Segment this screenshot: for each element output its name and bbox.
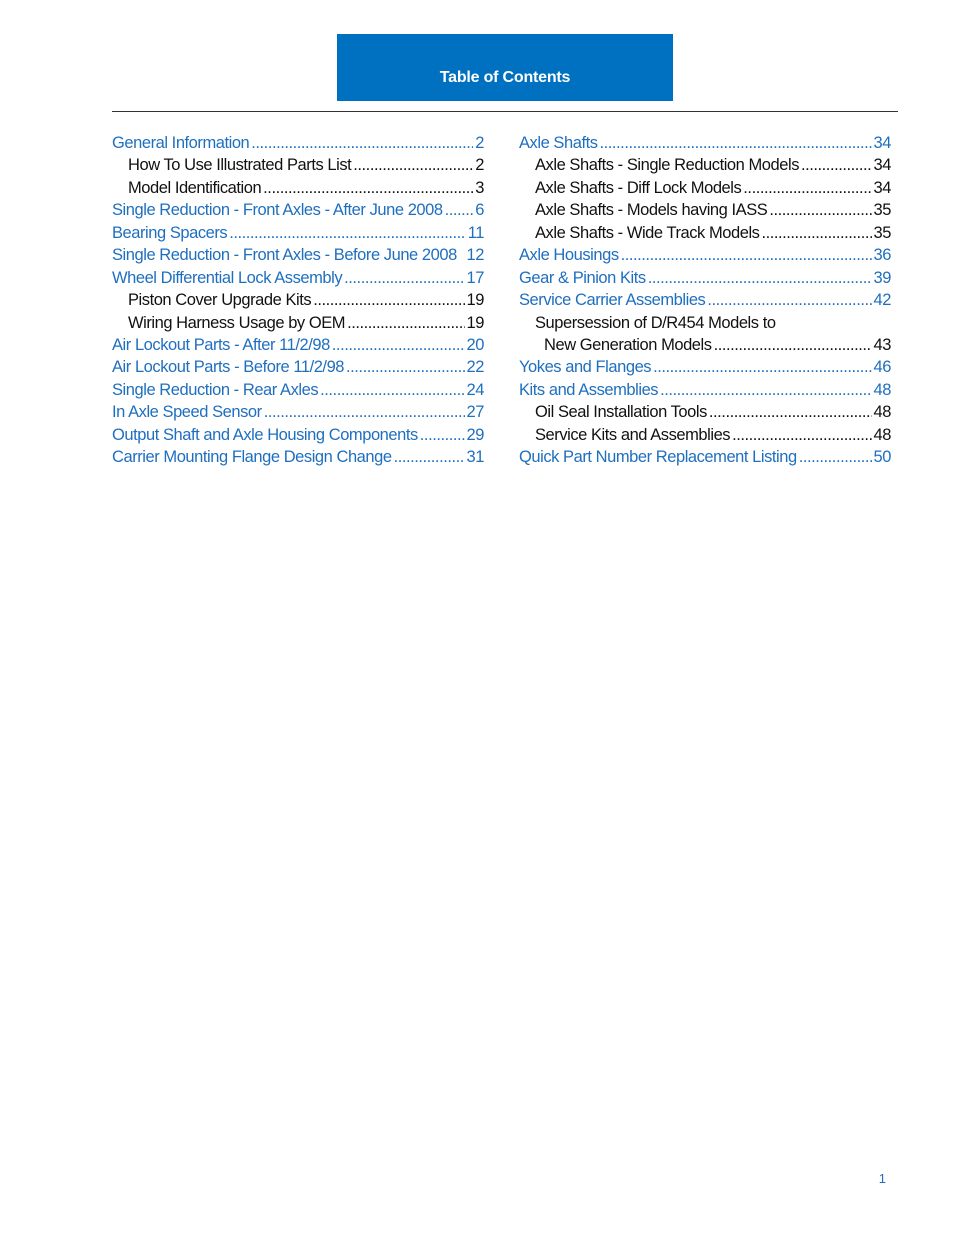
toc-entry[interactable] (112, 336, 484, 358)
toc-dot-leader (353, 156, 473, 175)
toc-entry-page: 24 (466, 380, 484, 399)
toc-dot-leader (621, 246, 872, 265)
toc-dot-leader (420, 426, 465, 445)
toc-entry-page: 19 (466, 291, 484, 310)
toc-entry[interactable] (112, 201, 484, 223)
toc-entry-title: Model Identification (128, 178, 262, 197)
toc-entry-title: General Information (112, 134, 250, 152)
toc-entry (112, 179, 484, 201)
toc-entry-page: 48 (873, 403, 891, 422)
toc-entry (519, 224, 891, 246)
toc-dot-leader (313, 291, 464, 310)
toc-entry (112, 156, 484, 178)
toc-entry[interactable] (112, 426, 484, 448)
toc-entry-page: 39 (873, 268, 891, 287)
toc-entry[interactable] (112, 246, 484, 268)
toc-entry (519, 179, 891, 201)
toc-entry[interactable] (112, 134, 484, 156)
toc-entry-title: Single Reduction - Front Axles - After June 2008 (112, 201, 443, 220)
toc-entry-title: Yokes and Flanges (519, 358, 652, 377)
toc-entry[interactable] (112, 448, 484, 470)
toc-entry-title: Axle Shafts (519, 134, 598, 152)
toc-entry-title: Oil Seal Installation Tools (535, 403, 707, 422)
toc-entry[interactable] (112, 381, 484, 403)
toc-dot-leader (660, 381, 871, 400)
toc-entry (519, 314, 891, 336)
toc-entry-page: 31 (466, 448, 484, 467)
toc-entry[interactable] (112, 358, 484, 380)
page-title: Table of Contents (439, 69, 571, 86)
toc-entry-title: Gear & Pinion Kits (519, 268, 646, 287)
toc-entry-title: Axle Shafts - Wide Track Models (535, 223, 760, 242)
toc-entry-title: Axle Shafts - Diff Lock Models (535, 178, 742, 197)
toc-dot-leader (799, 448, 872, 467)
toc-entry-page: 35 (873, 223, 891, 242)
toc-dot-leader (648, 269, 872, 288)
toc-entry-page: 12 (466, 246, 484, 265)
toc-dot-leader (709, 403, 872, 422)
toc-entry-title: Single Reduction - Rear Axles (112, 380, 319, 399)
toc-dot-leader (732, 426, 871, 445)
toc-dot-leader (714, 336, 872, 355)
toc-entry-title: Axle Shafts - Models having IASS (535, 201, 768, 220)
toc-entry-page: 34 (873, 156, 891, 175)
toc-dot-leader (251, 134, 473, 153)
toc-entry-page: 22 (466, 358, 484, 377)
toc-dot-leader (229, 224, 466, 243)
toc-entry-page: 46 (873, 358, 891, 377)
toc-entry-title: How To Use Illustrated Parts List (128, 156, 352, 175)
toc-entry-title: In Axle Speed Sensor (112, 403, 262, 422)
toc-entry-title: New Generation Models (544, 335, 712, 354)
toc-entry-page: 11 (467, 223, 484, 242)
toc-dot-leader (801, 156, 872, 175)
toc-entry-page: 35 (873, 201, 891, 220)
toc-dot-leader (769, 201, 871, 220)
toc-dot-leader (761, 224, 871, 243)
toc-entry-title: Axle Shafts - Single Reduction Models (535, 156, 799, 175)
toc-entry-page: 34 (873, 134, 891, 152)
toc-entry-page: 48 (873, 380, 891, 399)
toc-dot-leader (394, 448, 465, 467)
toc-entry[interactable] (519, 246, 891, 268)
toc-dot-leader (332, 336, 465, 355)
toc-dot-leader (344, 269, 464, 288)
toc-entry (519, 201, 891, 223)
toc-entry-page: 2 (475, 156, 484, 175)
toc-entry-title: Carrier Mounting Flange Design Change (112, 448, 392, 467)
toc-entry[interactable] (112, 224, 484, 246)
toc-entry-title: Piston Cover Upgrade Kits (128, 291, 312, 310)
toc-dot-leader (445, 201, 474, 220)
toc-right-column (519, 134, 891, 471)
page-number: 1 (878, 1171, 886, 1186)
toc-entry[interactable] (519, 134, 891, 156)
toc-entry-title: Bearing Spacers (112, 223, 228, 242)
toc-entry-page: 3 (475, 178, 484, 197)
toc-dot-leader (707, 291, 871, 310)
toc-entry-title: Axle Housings (519, 246, 619, 265)
toc-entry-page: 50 (873, 448, 891, 467)
toc-dot-leader (600, 134, 872, 153)
toc-entry-page: 6 (475, 201, 484, 220)
toc-dot-leader (743, 179, 871, 198)
toc-entry[interactable] (519, 269, 891, 291)
toc-dot-leader (653, 358, 871, 377)
toc-entry-title: Quick Part Number Replacement Listing (519, 448, 797, 467)
toc-entry (519, 156, 891, 178)
toc-entry-page: 43 (873, 335, 891, 354)
toc-entry-page: 17 (466, 268, 484, 287)
toc-entry-page: 36 (873, 246, 891, 265)
toc-entry (519, 403, 891, 425)
toc-entry[interactable] (519, 358, 891, 380)
toc-entry-title: Service Carrier Assemblies (519, 291, 706, 310)
toc-entry-page: 27 (466, 403, 484, 422)
toc-left-column (112, 134, 484, 471)
toc-entry-page: 19 (466, 313, 484, 332)
toc-entry-title: Air Lockout Parts - After 11/2/98 (112, 335, 330, 354)
toc-dot-leader (263, 179, 473, 198)
toc-entry-page: 34 (873, 178, 891, 197)
toc-entry[interactable] (519, 381, 891, 403)
toc-entry[interactable] (519, 448, 891, 470)
toc-entry (112, 314, 484, 336)
toc-entry[interactable] (112, 403, 484, 425)
toc-entry-page: 48 (873, 425, 891, 444)
header-divider (112, 111, 898, 112)
toc-entry-page: 42 (873, 291, 891, 310)
toc-header-banner (337, 34, 673, 101)
toc-entry-page: 20 (466, 335, 484, 354)
toc-entry-title: Air Lockout Parts - Before 11/2/98 (112, 358, 345, 377)
toc-entry[interactable] (112, 269, 484, 291)
toc-dot-leader (346, 358, 465, 377)
toc-entry-title: Supersession of D/R454 Models to (535, 313, 776, 332)
toc-entry-page: 29 (466, 425, 484, 444)
toc-entry-title: Wheel Differential Lock Assembly (112, 268, 343, 287)
toc-entry-page: 2 (475, 134, 484, 152)
toc-entry-title: Service Kits and Assemblies (535, 425, 731, 444)
toc-entry (112, 291, 484, 313)
toc-entry-title: Single Reduction - Front Axles - Before June 2008 (112, 246, 457, 265)
toc-entry (519, 426, 891, 448)
toc-dot-leader (320, 381, 464, 400)
toc-entry[interactable] (519, 291, 891, 313)
toc-entry-title: Kits and Assemblies (519, 380, 659, 399)
toc-dot-leader (347, 314, 464, 333)
toc-entry-title: Wiring Harness Usage by OEM (128, 313, 346, 332)
toc-entry (519, 336, 891, 358)
toc-dot-leader (264, 403, 465, 422)
toc-entry-title: Output Shaft and Axle Housing Components (112, 425, 418, 444)
